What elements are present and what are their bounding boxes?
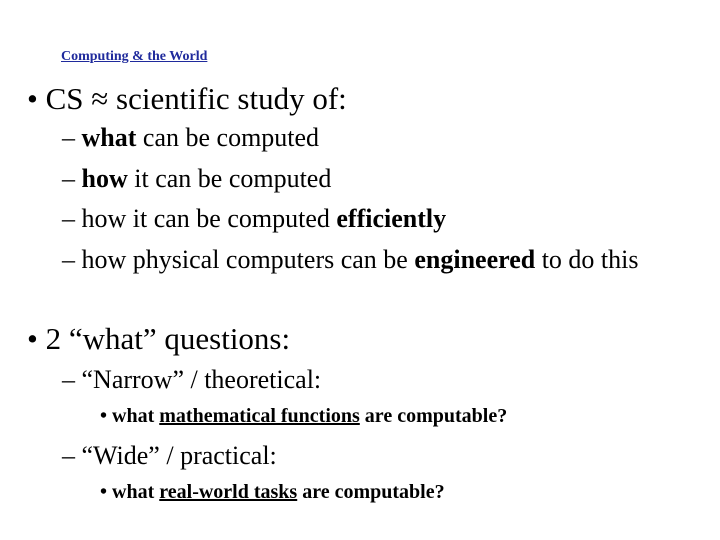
narrow-question-underlined: mathematical functions xyxy=(159,405,360,427)
wide-question-marker: • xyxy=(100,481,108,503)
subitem-efficiently-pre: how it can be computed xyxy=(81,204,337,233)
subitem-efficiently xyxy=(62,204,446,234)
narrow-question-pre: what xyxy=(112,405,160,427)
subitem-how xyxy=(62,164,331,194)
subitem-narrow-dash: – xyxy=(62,365,75,394)
subitem-efficiently-bold: efficiently xyxy=(336,204,447,233)
subitem-how-dash: – xyxy=(62,164,75,193)
subitem-how-rest: it can be computed xyxy=(127,164,332,193)
subitem-engineered-dash: – xyxy=(62,245,75,274)
subitem-wide-dash: – xyxy=(62,441,75,470)
subitem-wide xyxy=(62,441,277,471)
subitem-what-bold: what xyxy=(81,123,137,152)
subitem-engineered-bold: engineered xyxy=(414,245,536,274)
bullet-2-marker: • xyxy=(27,321,38,356)
subitem-engineered-pre: how physical computers can be xyxy=(81,245,415,274)
bullet-1-marker: • xyxy=(27,81,38,116)
narrow-question xyxy=(100,405,507,428)
bullet-1 xyxy=(27,81,347,117)
bullet-1-text: CS ≈ scientific study of: xyxy=(45,81,347,116)
wide-question-post: are computable? xyxy=(297,481,445,503)
wide-question-pre: what xyxy=(112,481,160,503)
wide-question xyxy=(100,481,445,504)
wide-question-underlined: real-world tasks xyxy=(159,481,298,503)
subitem-engineered-post: to do this xyxy=(535,245,639,274)
subitem-what-dash: – xyxy=(62,123,75,152)
header-link[interactable]: Computing & the World xyxy=(61,49,208,64)
subitem-how-bold: how xyxy=(81,164,128,193)
narrow-question-marker: • xyxy=(100,405,108,427)
bullet-2 xyxy=(27,321,290,357)
subitem-narrow-label: “Narrow” / theoretical: xyxy=(81,365,322,394)
subitem-what xyxy=(62,123,319,153)
subitem-what-rest: can be computed xyxy=(136,123,320,152)
subitem-engineered xyxy=(62,245,639,275)
bullet-2-text: 2 “what” questions: xyxy=(45,321,291,356)
subitem-narrow xyxy=(62,365,321,395)
subitem-wide-label: “Wide” / practical: xyxy=(81,441,277,470)
narrow-question-post: are computable? xyxy=(359,405,508,427)
subitem-efficiently-dash: – xyxy=(62,204,75,233)
